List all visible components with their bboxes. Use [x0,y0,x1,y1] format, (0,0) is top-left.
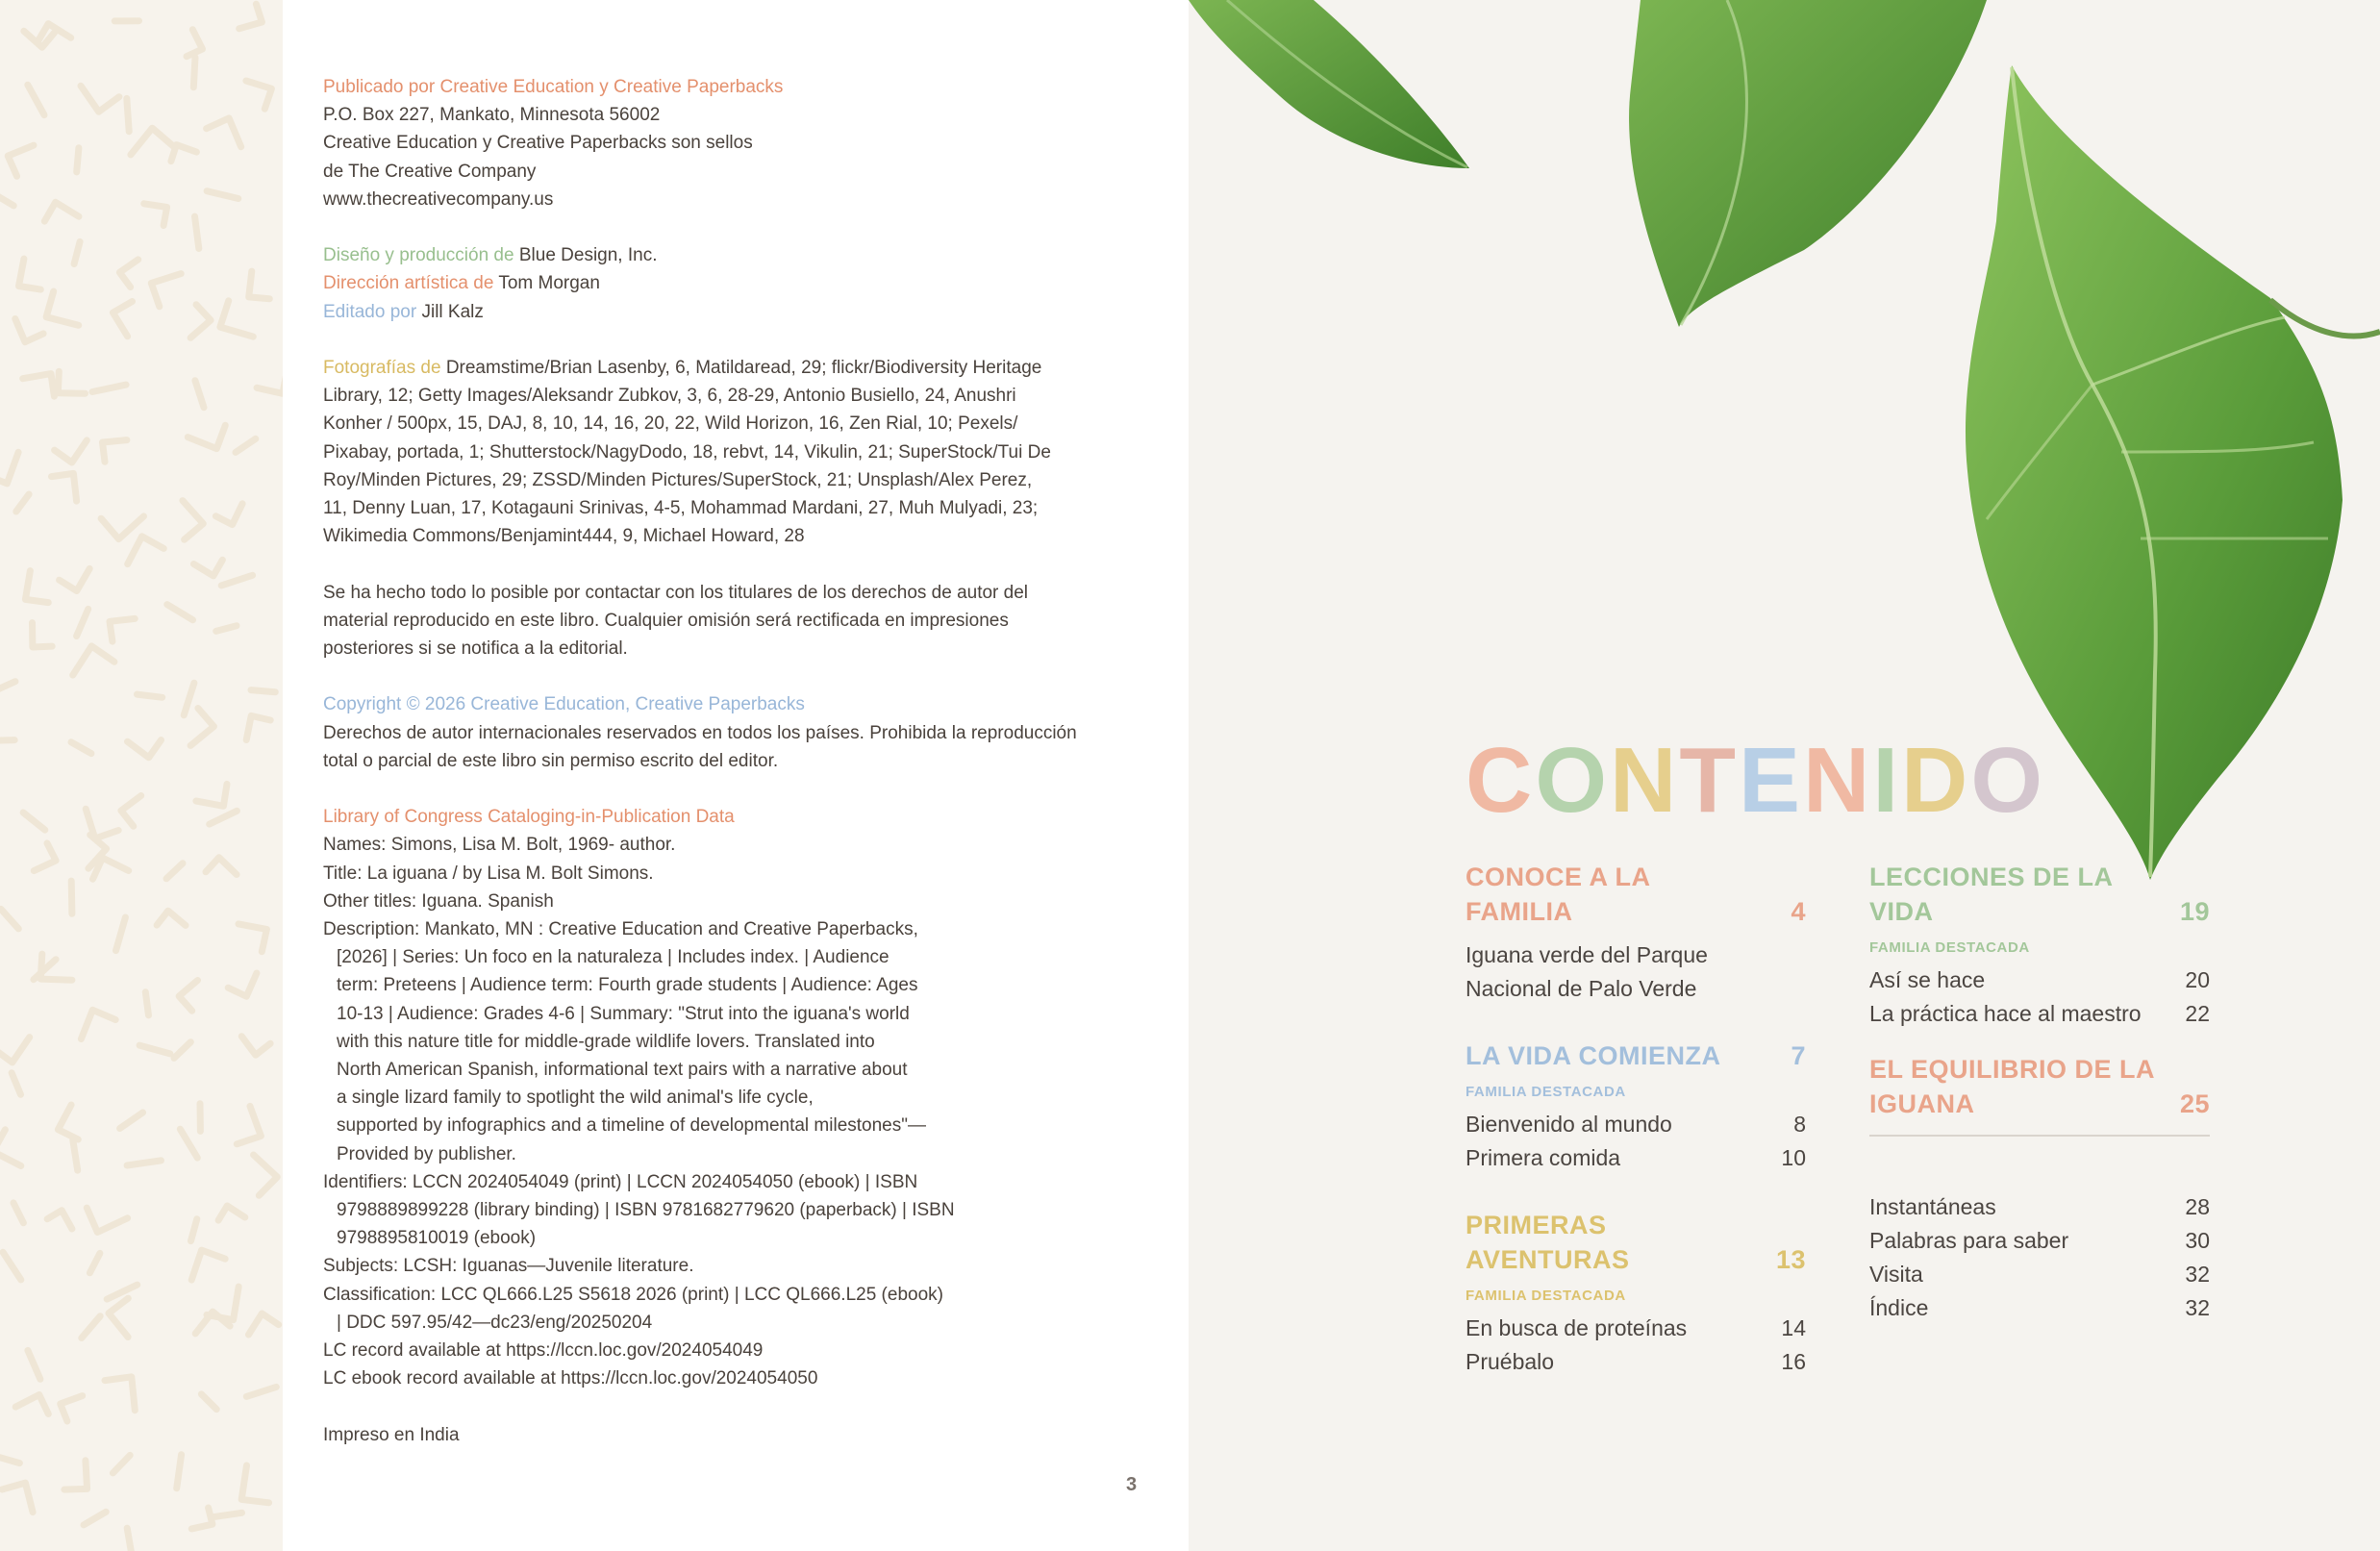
confetti-squiggle [52,473,77,501]
back-matter-list [1869,1190,2210,1325]
address-line: de The Creative Company [323,161,537,182]
confetti-squiggle [107,1285,138,1299]
entry-title: Visita [1869,1262,1923,1287]
confetti-squiggle [193,58,195,88]
confetti-squiggle [77,609,88,636]
title-letter: T [1679,729,1739,832]
confetti-squiggle [28,1350,40,1379]
confetti-squiggle [89,1253,100,1272]
confetti-squiggle [246,1387,276,1396]
featured-family-label: FAMILIA DESTACADA [1466,1288,1626,1304]
confetti-squiggle [12,1073,20,1095]
confetti-squiggle [207,118,241,147]
confetti-squiggle [138,694,163,697]
edit-credit [323,298,1054,326]
cip-line: supported by infographics and a timeline of developmental milestones"— [337,1115,926,1137]
cip-line: with this nature title for middle-grade wildlife lovers. Translated into [337,1031,875,1052]
cip-line: Classification: LCC QL666.L25 S5618 2026 (print) | LCC QL666.L25 (ebook) [323,1284,943,1305]
confetti-squiggle [195,216,199,248]
confetti-squiggle [236,438,256,452]
cip-line: [2026] | Series: Un foco en la naturaleza | Includes index. | Audience [337,947,889,968]
title-letter: C [1466,729,1536,832]
confetti-squiggle [216,626,237,632]
section-heading [1466,860,1806,929]
confetti-squiggle [183,501,203,540]
confetti-squiggle [190,305,211,338]
copyright-text [323,73,1077,1449]
cip-line: North American Spanish, informational text pairs with a narrative about [337,1060,908,1081]
notice-line: material reproducido en este libro. Cualquier omisión será rectificada en impresiones [323,610,1009,631]
entry-title: La práctica hace al maestro [1869,1001,2142,1026]
photo-credit-text: Dreamstime/Brian Lasenby, 6, Matildaread, 29; flickr/Biodiversity Heritage [445,358,1042,378]
photos-label: Fotografías de [323,358,441,378]
cip-line: LC record available at https://lccn.loc.gov/2024054049 [323,1340,764,1362]
confetti-squiggle [190,709,213,746]
toc-section [1869,1052,2210,1121]
confetti-squiggle [81,1010,115,1038]
confetti-squiggle [210,811,238,824]
photo-credit-line: 11, Denny Luan, 17, Kotagauni Srinivas, 4-5, Mohammad Mardani, 27, Muh Mulyadi, 23; [323,498,1039,519]
confetti-squiggle [44,202,79,221]
entry-page-number: 22 [2185,1001,2210,1026]
design-value: Blue Design, Inc. [518,245,658,266]
section-title: EL EQUILIBRIO DE LA IGUANA [1869,1055,2155,1118]
confetti-squiggle [139,1045,170,1054]
confetti-squiggle [0,1456,19,1463]
confetti-squiggle [13,1203,23,1223]
confetti-squiggle [110,618,135,641]
confetti-squiggle [0,1130,21,1166]
confetti-squiggle [131,128,173,155]
confetti-squiggle [119,260,138,288]
confetti-squiggle [193,560,222,576]
section-title: LECCIONES DE LA VIDA [1869,863,2113,926]
cip-line: 10-13 | Audience: Grades 4-6 | Summary: "Strut into the iguana's world [337,1003,910,1024]
confetti-pattern [0,0,283,1551]
confetti-squiggle [15,319,43,342]
confetti-squiggle [61,1396,83,1421]
entry-title: Palabras para saber [1869,1228,2069,1253]
confetti-squiggle [113,302,132,337]
confetti-squiggle [127,98,129,131]
featured-family-label: FAMILIA DESTACADA [1869,939,2030,956]
toc-entry [1869,997,2210,1031]
art-value: Tom Morgan [498,273,600,294]
confetti-squiggle [58,371,85,393]
entry-page-number: 30 [2185,1228,2210,1253]
section-title: CONOCE A LA FAMILIA [1466,863,1650,926]
art-label: Dirección artística de [323,273,494,294]
toc-section [1466,1208,1806,1379]
confetti-squiggle [241,1037,270,1056]
confetti-squiggle [128,537,164,564]
confetti-squiggle [251,690,275,692]
confetti-squiggle [116,917,126,951]
confetti-squiggle [55,440,88,463]
confetti-squiggle [105,1377,135,1411]
toc-entry [1869,963,2210,997]
photo-credit-line: Wikimedia Commons/Benjamint444, 9, Michael Howard, 28 [323,526,805,547]
rights-line: Derechos de autor internacionales reservados en todos los países. Prohibida la reproducción [323,722,1077,743]
confetti-squiggle [0,1038,30,1063]
confetti-squiggle [1,909,18,929]
confetti-squiggle [71,881,72,913]
confetti-squiggle [237,1106,261,1143]
title-letter: O [1535,729,1610,832]
title-letter: O [1970,729,2045,832]
address-line: Creative Education y Creative Paperbacks son sellos [323,133,753,154]
confetti-squiggle [241,1465,268,1503]
rights-line: total o parcial de este libro sin permiso escrito del editor. [323,750,779,771]
copyright-label: Copyright © 2026 Creative Education, Creative Paperbacks [323,694,805,715]
section-page-number: 13 [1775,1245,1806,1274]
decorative-pattern-strip [0,0,283,1551]
entry-page-number: 14 [1781,1315,1806,1340]
confetti-squiggle [0,192,13,212]
confetti-squiggle [15,1395,48,1414]
confetti-squiggle [257,373,283,394]
toc-section [1466,1038,1806,1175]
entry-page-number: 16 [1781,1349,1806,1374]
confetti-squiggle [0,718,14,741]
toc-section [1869,860,2210,1031]
toc-section [1466,860,1806,1006]
entry-title: Instantáneas [1869,1194,1996,1219]
design-credit [323,241,1054,269]
confetti-squiggle [46,291,79,325]
confetti-squiggle [249,1313,279,1335]
entry-title: En busca de proteínas [1466,1315,1688,1340]
entry-title: Bienvenido al mundo [1466,1112,1672,1137]
title-letter: E [1738,729,1803,832]
divider-rule [1869,1135,2210,1137]
confetti-squiggle [191,1250,225,1280]
copyright-page [283,0,1189,1551]
confetti-squiggle [171,145,197,162]
confetti-squiggle [8,145,34,176]
confetti-squiggle [93,858,129,879]
confetti-squiggle [187,30,203,57]
confetti-squiggle [64,1461,88,1489]
cip-line: term: Preteens | Audience term: Fourth grade students | Audience: Ages [337,975,918,996]
confetti-squiggle [246,715,270,739]
confetti-squiggle [3,1252,21,1280]
cip-line: Identifiers: LCCN 2024054049 (print) | LCCN 2024054050 (ebook) | ISBN [323,1171,918,1192]
notice-block [323,579,1054,663]
confetti-squiggle [81,86,119,112]
confetti-squiggle [195,381,204,408]
confetti-squiggle [127,1528,132,1551]
entry-page-number: 10 [1781,1145,1806,1170]
cip-label: Library of Congress Cataloging-in-Publication Data [323,807,735,828]
address-line: P.O. Box 227, Mankato, Minnesota 56002 [323,105,661,126]
confetti-squiggle [34,843,56,871]
confetti-squiggle [82,1316,100,1338]
confetti-squiggle [188,425,225,448]
confetti-squiggle [167,605,193,620]
section-page-number: 25 [2179,1089,2210,1118]
confetti-squiggle [220,301,253,337]
confetti-squiggle [0,672,15,694]
entry-page-number: 32 [2185,1295,2210,1320]
notice-line: Se ha hecho todo lo posible por contactar con los titulares de los derechos de autor del [323,582,1029,603]
entry-page-number: 20 [2185,967,2210,992]
confetti-squiggle [23,813,45,830]
toc-entry [1869,1190,2210,1224]
confetti-squiggle [201,1394,216,1410]
cip-block [323,803,1054,1392]
cip-line: a single lizard family to spotlight the wild animal's life cycle, [337,1088,814,1109]
confetti-squiggle [246,81,272,109]
toc-entry [1869,1258,2210,1291]
cip-line: Names: Simons, Lisa M. Bolt, 1969- author. [323,835,676,856]
entry-title: Índice [1869,1295,1929,1320]
photo-credit-line: Pixabay, portada, 1; Shutterstock/NagyDodo, 18, rebvt, 14, Vikulin, 21; SuperStock/Tui De [323,441,1051,463]
publisher-label: Publicado por Creative Education y Creative Paperbacks [323,77,784,97]
confetti-squiggle [184,683,194,715]
confetti-squiggle [103,440,127,463]
confetti-squiggle [28,85,44,114]
confetti-squiggle [0,452,18,484]
photo-credits-block [323,354,1054,550]
toc-entry [1466,1345,1806,1379]
confetti-squiggle [180,1129,197,1158]
printed-in: Impreso en India [323,1424,460,1445]
confetti-squiggle [71,742,91,754]
page-number: 3 [1126,1474,1138,1495]
leaf-small [1189,0,1469,168]
section-page-number: 19 [2179,897,2210,926]
confetti-squiggle [74,241,80,263]
confetti-squiggle [60,568,90,590]
confetti-squiggle [157,911,186,925]
section-heading [1466,1208,1806,1277]
cip-line: | DDC 597.95/42—dc23/eng/20250204 [337,1312,653,1333]
confetti-squiggle [73,1140,78,1171]
confetti-squiggle [120,1113,143,1129]
design-label: Diseño y producción de [323,245,514,266]
confetti-squiggle [177,1455,182,1488]
confetti-squiggle [25,571,48,603]
cip-line: 9798889899228 (library binding) | ISBN 9781682779620 (paperback) | ISBN [337,1200,955,1221]
title-letter: N [1803,729,1873,832]
section-heading [1466,1038,1806,1073]
toc-entry [1466,1312,1806,1345]
photo-credit-line [323,354,1054,382]
address-lines [323,101,1054,213]
confetti-squiggle [127,1161,161,1165]
featured-family-label: FAMILIA DESTACADA [1466,1084,1626,1100]
section-heading [1869,1052,2210,1121]
confetti-squiggle [254,1155,278,1195]
toc-entry [1869,1224,2210,1258]
confetti-squiggle [196,784,227,806]
confetti-squiggle [207,191,238,199]
confetti-squiggle [228,973,257,996]
contents-page [1189,0,2380,1551]
art-credit [323,269,1054,297]
cip-line: Title: La iguana / by Lisa M. Bolt Simons. [323,863,654,884]
toc-right-column [1869,860,2210,1325]
photo-credit-line: Konher / 500px, 15, DAJ, 8, 10, 14, 16, 20, 22, Wild Horizon, 16, Zen Rial, 10; Pexels/ [323,413,1018,435]
leaf-middle [1629,0,1987,327]
confetti-squiggle [109,1298,128,1337]
contents-title [1466,723,2045,838]
section-title: PRIMERAS AVENTURAS [1466,1211,1630,1274]
edit-value: Jill Kalz [421,301,484,322]
website-text: www.thecreativecompany.us [323,188,554,210]
entry-title: Primera comida [1466,1145,1621,1170]
toc-entry [1466,1141,1806,1175]
publisher-block [323,73,1054,213]
confetti-squiggle [191,1219,197,1241]
confetti-squiggle [16,494,29,512]
section-heading [1869,860,2210,929]
title-letter: D [1901,729,1971,832]
photo-credit-line: Library, 12; Getty Images/Aleksandr Zubkov, 3, 6, 28-29, Antonio Busiello, 24, Anushri [323,386,1016,407]
confetti-squiggle [221,575,252,586]
toc-left-column [1466,860,1806,1412]
confetti-squiggle [92,385,126,391]
confetti-squiggle [215,504,242,525]
confetti-squiggle [73,646,114,675]
confetti-squiggle [238,924,266,952]
confetti-squiggle [87,1208,127,1232]
confetti-squiggle [19,259,41,289]
confetti-squiggle [239,4,263,29]
entry-page-number: 8 [1793,1112,1806,1137]
confetti-squiggle [58,1105,78,1139]
confetti-squiggle [145,992,148,1015]
confetti-squiggle [101,516,143,539]
confetti-squiggle [179,981,197,1012]
confetti-squiggle [47,1211,72,1229]
title-letter: I [1872,729,1901,832]
confetti-squiggle [166,863,183,879]
confetti-squiggle [249,271,270,299]
entry-title: Iguana verde del Parque Nacional de Palo Verde [1466,942,1708,1001]
entry-page-number: 32 [2185,1262,2210,1287]
toc-entry [1466,938,1806,1006]
notice-line: posteriores si se notifica a la editorial. [323,638,628,660]
confetti-squiggle [218,1206,245,1220]
confetti-squiggle [151,274,181,307]
confetti-squiggle [113,1455,130,1473]
confetti-squiggle [144,204,167,226]
edit-label: Editado por [323,301,417,322]
section-page-number: 7 [1791,1041,1806,1070]
confetti-squiggle [77,148,79,172]
cip-line: LC ebook record available at https://lccn.loc.gov/2024054050 [323,1368,818,1389]
cip-line: Description: Mankato, MN : Creative Education and Creative Paperbacks, [323,919,918,940]
section-title: LA VIDA COMIENZA [1466,1041,1721,1070]
confetti-squiggle [206,858,237,875]
cip-line: 9798895810019 (ebook) [337,1228,537,1249]
entry-title: Así se hace [1869,967,1986,992]
photo-credit-line: Roy/Minden Pictures, 29; ZSSD/Minden Pictures/SuperStock, 21; Unsplash/Alex Perez, [323,469,1033,490]
entry-title: Pruébalo [1466,1349,1555,1374]
confetti-squiggle [128,740,162,758]
confetti-squiggle [2,1483,33,1513]
title-letter: N [1610,729,1680,832]
confetti-squiggle [33,623,53,647]
toc-entry [1869,1291,2210,1325]
cip-line: Subjects: LCSH: Iguanas—Juvenile literature. [323,1256,694,1277]
cip-line: Other titles: Iguana. Spanish [323,890,554,912]
toc-entry [1466,1108,1806,1141]
confetti-squiggle [84,1512,106,1525]
entry-page-number: 28 [2185,1194,2210,1219]
confetti-squiggle [23,374,55,397]
copyright-block [323,690,1077,775]
section-page-number: 4 [1791,897,1806,926]
confetti-squiggle [121,796,141,827]
cip-line: Provided by publisher. [337,1143,516,1164]
confetti-squiggle [213,1513,242,1517]
credits-block [323,241,1054,326]
confetti-squiggle [174,1042,190,1059]
